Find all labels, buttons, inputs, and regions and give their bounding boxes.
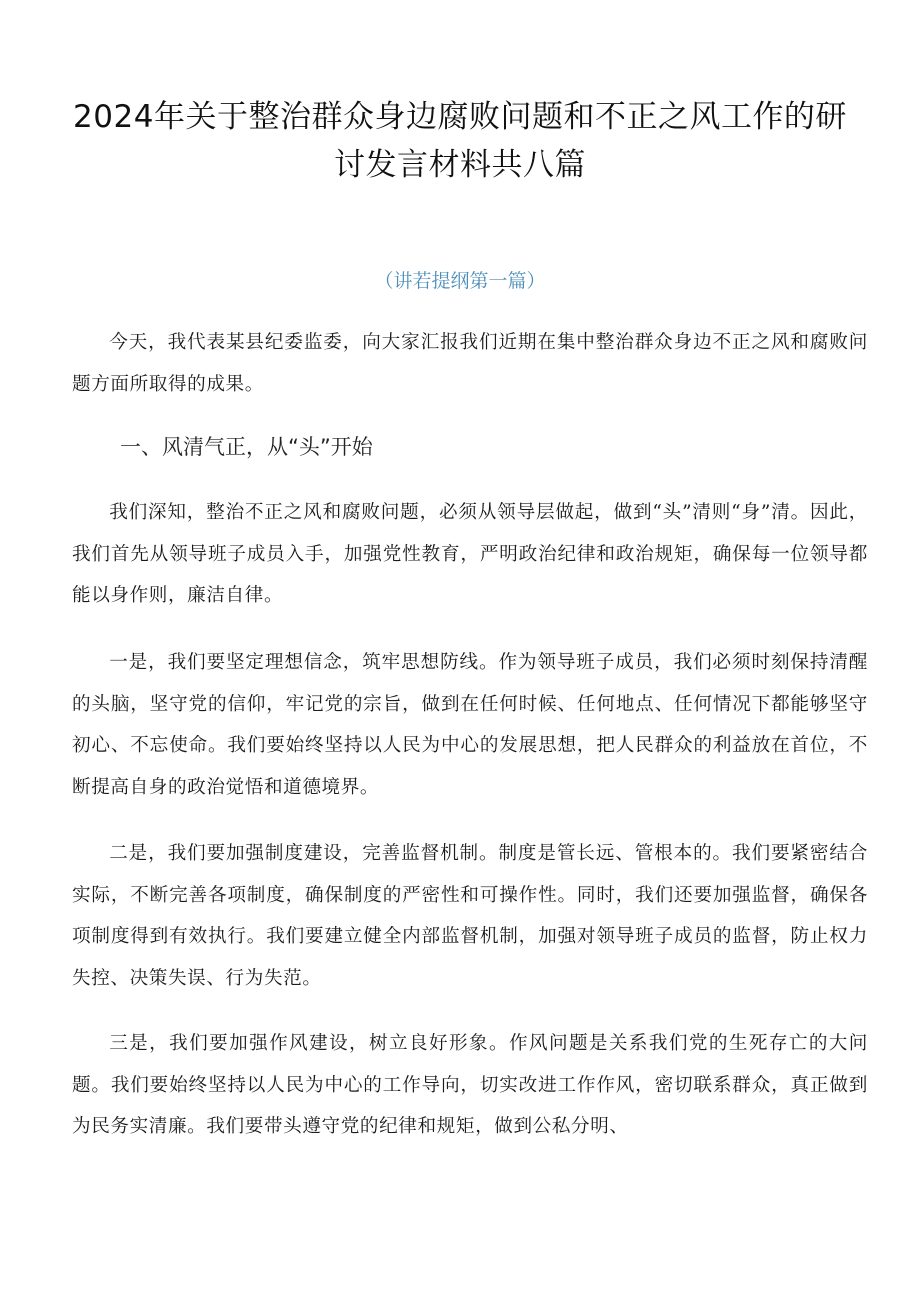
paragraph-point-two: 二是，我们要加强制度建设，完善监督机制。制度是管长远、管根本的。我们要紧密结合实际，不断完善各项制度，确保制度的严密性和可操作性。同时，我们还要加强监督，确保各项制度得到有效执行。我们要建立健全内部监督机制，加强对领导班子成员的监督，防止权力失控、决策失误、行为失范。 [72,843,868,989]
paragraph-intro: 今天，我代表某县纪委监委，向大家汇报我们近期在集中整治群众身边不正之风和腐败问题方面所取得的成果。 [72,332,868,395]
section-heading: 一、风清气正，从“头”开始 [120,435,373,459]
paragraph-section-intro: 我们深知，整治不正之风和腐败问题，必须从领导层做起，做到“头”清则“身”清。因此，我们首先从领导班子成员入手，加强党性教育，严明政治纪律和政治规矩，确保每一位领导都能以身作则，廉洁自律。 [72,502,868,606]
document-title: 2024年关于整治群众身边腐败问题和不正之风工作的研讨发言材料共八篇 [73,99,847,183]
paragraph-point-one: 一是，我们要坚定理想信念，筑牢思想防线。作为领导班子成员，我们必须时刻保持清醒的头脑，坚守党的信仰，牢记党的宗旨，做到在任何时候、任何地点、任何情况下都能够坚守初心、不忘使命。我们要始终坚持以人民为中心的发展思想，把人民群众的利益放在首位，不断提高自身的政治觉悟和道德境界。 [72,652,868,798]
document-subtitle: （讲若提纲第一篇） [374,270,546,292]
paragraph-point-three: 三是，我们要加强作风建设，树立良好形象。作风问题是关系我们党的生死存亡的大问题。我们要始终坚持以人民为中心的工作导向，切实改进工作作风，密切联系群众，真正做到为民务实清廉。我们要带头遵守党的纪律和规矩，做到公私分明、 [72,1033,868,1137]
